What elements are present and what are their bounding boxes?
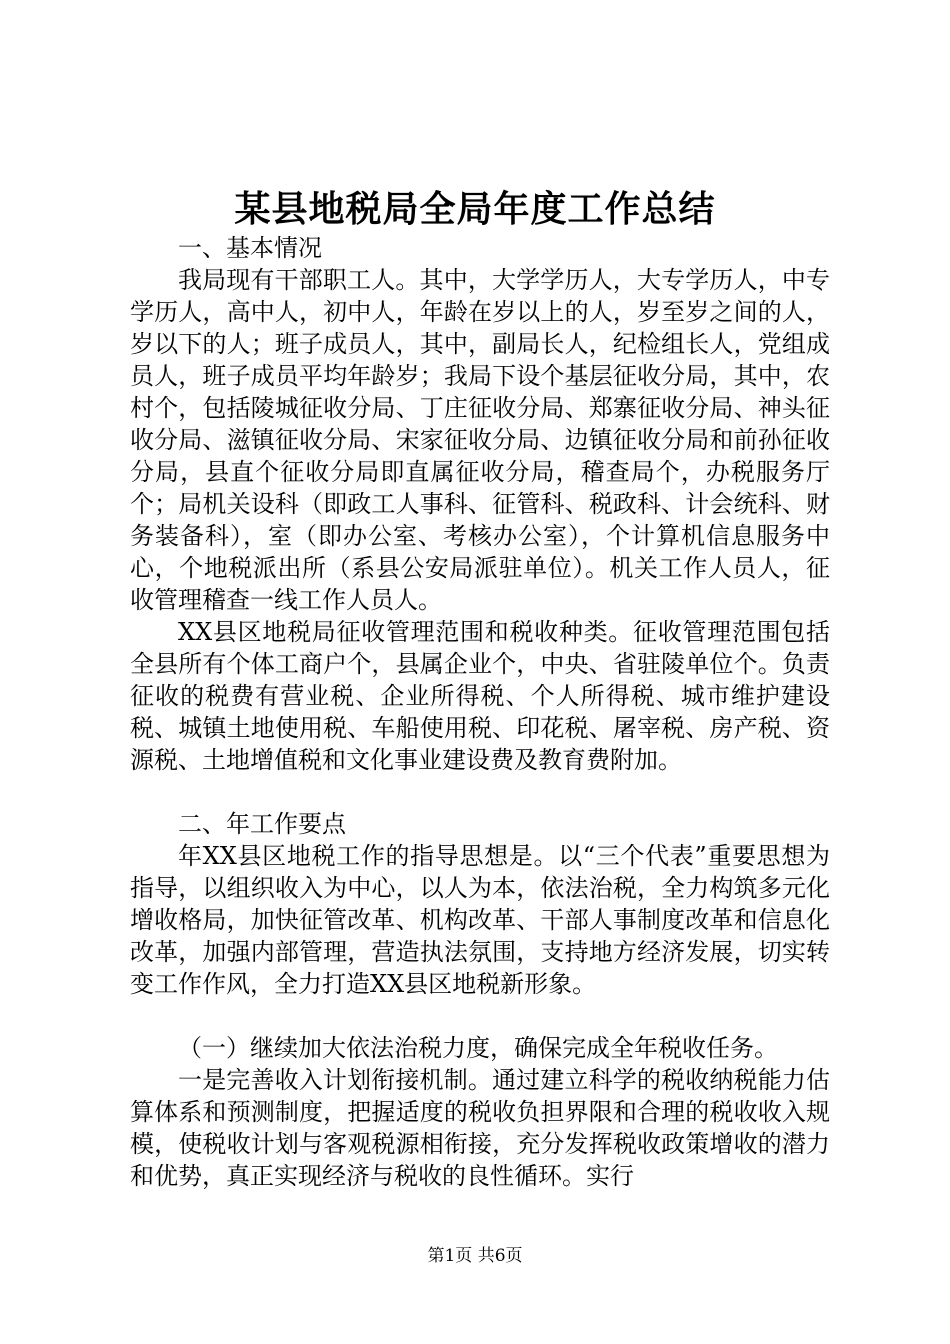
paragraph-guiding-thought: 年XX县区地税工作的指导思想是。以“三个代表”重要思想为指导，以组织收入为中心，以人为本，依法治税，全力构筑多元化增收格局，加快征管改革、机构改革、干部人事制度改革和信息化改革，加强内部管理，营造执法氛围，支持地方经济发展，切实转变工作作风，全力打造XX县区地税新形象。 [130,842,830,998]
page-footer: 第1页 共6页 [427,1246,523,1266]
paragraph-gap [130,776,830,808]
paragraph-tax-scope: XX县区地税局征收管理范围和税收种类。征收管理范围包括全县所有个体工商户个，县属企业个，中央、省驻陵单位个。负责征收的税费有营业税、企业所得税、个人所得税、城市维护建设税、城镇土地使用税、车船使用税、印花税、屠宰税、房产税、资源税、土地增值税和文化事业建设费及教育费附加。 [130,618,830,774]
paragraph-gap [130,1000,830,1032]
paragraph-staff-overview: 我局现有干部职工人。其中，大学学历人，大专学历人，中专学历人，高中人，初中人，年龄在岁以上的人，岁至岁之间的人，岁以下的人；班子成员人，其中，副局长人，纪检组长人，党组成员人，班子成员平均年龄岁；我局下设个基层征收分局，其中，农村个，包括陵城征收分局、丁庄征收分局、郑寨征收分局、神头征收分局、滋镇征收分局、宋家征收分局、边镇征收分局和前孙征收分局，县直个征收分局即直属征收分局，稽查局个，办税服务厅个；局机关设科（即政工人事科、征管科、税政科、计会统科、财务装备科），室（即办公室、考核办公室），个计算机信息服务中心，个地税派出所（系县公安局派驻单位）。机关工作人员人，征收管理稽查一线工作人员人。 [130,266,830,614]
subsection-heading-rule-of-law: （一）继续加大依法治税力度，确保完成全年税收任务。 [178,1034,778,1062]
document-body [130,232,830,1192]
paragraph-revenue-plan: 一是完善收入计划衔接机制。通过建立科学的税收纳税能力估算体系和预测制度，把握适度的税收负担界限和合理的税收收入规模，使税收计划与客观税源相衔接，充分发挥税收政策增收的潜力和优势，真正实现经济与税收的良性循环。实行 [130,1066,830,1190]
section-heading-basic-situation: 一、基本情况 [178,234,322,262]
section-heading-work-points: 二、年工作要点 [178,810,346,838]
document-title: 某县地税局全局年度工作总结 [234,189,716,230]
